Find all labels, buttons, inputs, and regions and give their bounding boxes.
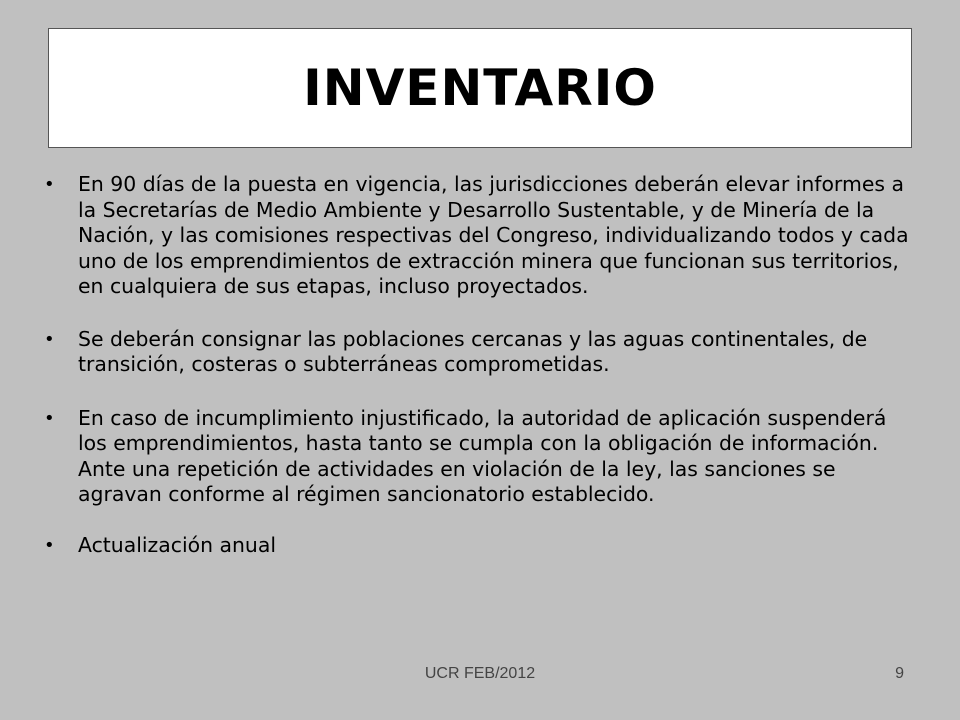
footer-text: UCR FEB/2012 [424, 665, 536, 682]
bullet-text: En caso de incumplimiento injustificado, la autoridad de aplicación suspenderá los emprendimientos, hasta tanto se cumpla con la obligación de información. Ante una repetición de actividades en violación de la ley, las sanciones se agravan conforme al régimen sancionatorio establecido. [78, 405, 887, 506]
bullet-list [36, 172, 916, 558]
bullet-item [36, 172, 916, 300]
title-box [48, 28, 912, 148]
bullet-marker: • [44, 328, 55, 350]
bullet-item [36, 327, 916, 378]
bullet-text: Actualización anual [78, 532, 277, 557]
bullet-marker: • [44, 174, 55, 195]
bullet-marker: • [44, 534, 55, 556]
bullet-item [36, 533, 916, 559]
bullet-item [36, 406, 916, 508]
bullet-marker: • [44, 407, 55, 429]
page-number: 9 [895, 665, 904, 682]
bullet-text: Se deberán consignar las poblaciones cercanas y las aguas continentales, de transición, costeras o subterráneas comprometidas. [78, 326, 868, 376]
slide-title: INVENTARIO [303, 59, 657, 117]
bullet-text: En 90 días de la puesta en vigencia, las jurisdicciones deberán elevar informes a la Secretarías de Medio Ambiente y Desarrollo Sustentable, y de Minería de la Nación, y las comisiones respectivas del Congreso, individualizando todos y cada uno de los emprendimientos de extracción minera que funcionan sus territorios, en cualquiera de sus etapas, incluso proyectados. [78, 172, 909, 298]
